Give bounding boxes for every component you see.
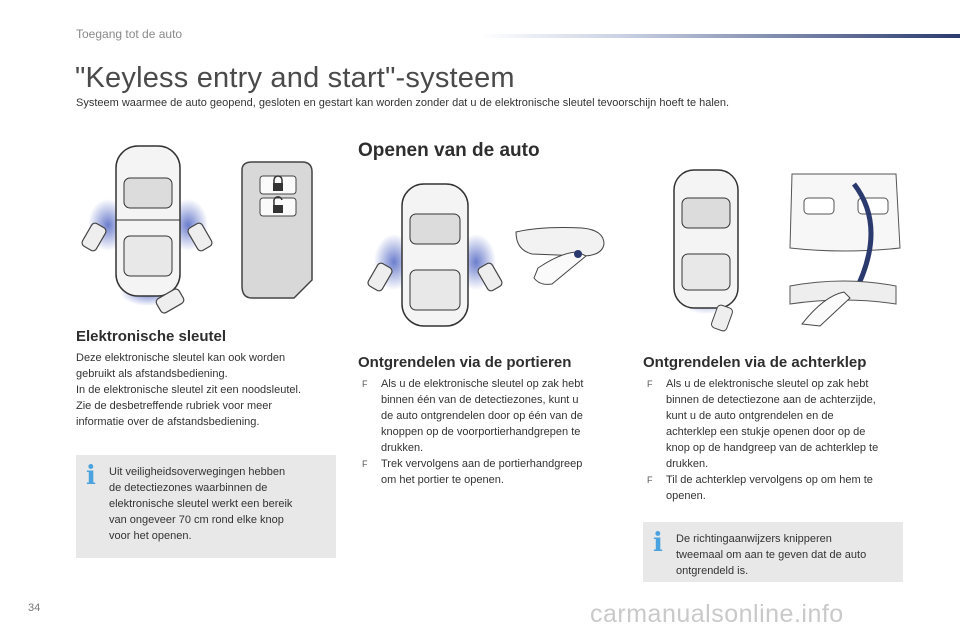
watermark: carmanualsonline.info xyxy=(590,600,844,628)
text-line: Als u de elektronische sleutel op zak hebt xyxy=(666,378,869,390)
text-line: Til de achterklep vervolgens op om hem te xyxy=(666,474,873,486)
text-line: achterklep een stukje openen door op de xyxy=(666,426,866,438)
text-line: voor het openen. xyxy=(109,530,192,542)
text-line: de detectiezones waarbinnen de xyxy=(109,482,268,494)
text-line: Zie de desbetreffende rubriek voor meer xyxy=(76,400,273,412)
doors-steps xyxy=(358,376,616,488)
text-line: binnen de detectiezone aan de achterzijde, xyxy=(666,394,876,406)
door-handle-icon xyxy=(512,222,612,302)
list-item xyxy=(358,456,616,488)
electronic-key-text xyxy=(76,350,336,430)
list-item xyxy=(643,376,905,472)
bullet-mark: F xyxy=(647,475,653,485)
text-line: In de elektronische sleutel zit een noodsleutel. xyxy=(76,384,302,396)
info-icon: i xyxy=(653,528,663,558)
text-line: tweemaal om aan te geven dat de auto xyxy=(676,549,867,561)
page-title: "Keyless entry and start"-systeem xyxy=(75,62,515,94)
text-line: openen. xyxy=(666,490,706,502)
heading-opening: Openen van de auto xyxy=(358,140,540,161)
tailgate-steps xyxy=(643,376,905,504)
key-fob-icon xyxy=(232,160,322,300)
text-line: Uit veiligheidsoverwegingen hebben xyxy=(109,466,286,478)
heading-electronic-key: Elektronische sleutel xyxy=(76,328,227,345)
intro-text: Systeem waarmee de auto geopend, gesloten en gestart kan worden zonder dat u de elektronische sleutel tevoorschijn hoeft te halen. xyxy=(76,97,730,109)
header-gradient-bar xyxy=(480,34,960,38)
text-line: gebruikt als afstandsbediening. xyxy=(76,368,228,380)
text-line: de auto ontgrendelen door op één van de xyxy=(381,410,583,422)
car-rear-icon xyxy=(666,168,746,328)
text-line: informatie over de afstandsbediening. xyxy=(76,416,260,428)
text-line: van ongeveer 70 cm rond elke knop xyxy=(109,514,284,526)
info-box-detection-zones xyxy=(76,455,336,558)
lock-icon xyxy=(273,183,283,191)
page-number: 34 xyxy=(28,602,41,614)
car-topview-icon xyxy=(80,140,220,315)
text-line: ontgrendeld is. xyxy=(676,565,749,577)
info-box-indicators xyxy=(643,522,903,582)
text-line: om het portier te openen. xyxy=(381,474,504,486)
text-line: De richtingaanwijzers knipperen xyxy=(676,533,832,545)
tailgate-icon xyxy=(784,168,904,328)
text-line: kunt u de auto ontgrendelen en de xyxy=(666,410,834,422)
bullet-mark: F xyxy=(362,459,368,469)
text-line: drukken. xyxy=(666,458,709,470)
text-line: knop op de handgreep van de achterklep te xyxy=(666,442,879,454)
text-line: drukken. xyxy=(381,442,424,454)
unlock-icon xyxy=(273,205,283,213)
text-line: knoppen op de voorportierhandgrepen te xyxy=(381,426,581,438)
text-line: Trek vervolgens aan de portierhandgreep xyxy=(381,458,583,470)
text-line: Als u de elektronische sleutel op zak hebt xyxy=(381,378,584,390)
section-tag: Toegang tot de auto xyxy=(76,27,183,41)
list-item xyxy=(358,376,616,456)
text-line: binnen één van de detectiezones, kunt u xyxy=(381,394,579,406)
bullet-mark: F xyxy=(362,379,368,389)
heading-doors: Ontgrendelen via de portieren xyxy=(358,354,572,371)
text-line: elektronische sleutel werkt een bereik xyxy=(109,498,293,510)
heading-tailgate: Ontgrendelen via de achterklep xyxy=(643,354,867,371)
info-icon: i xyxy=(86,461,96,491)
text-line: Deze elektronische sleutel kan ook worden xyxy=(76,352,286,364)
car-doors-icon xyxy=(366,182,506,332)
list-item xyxy=(643,472,905,504)
bullet-mark: F xyxy=(647,379,653,389)
